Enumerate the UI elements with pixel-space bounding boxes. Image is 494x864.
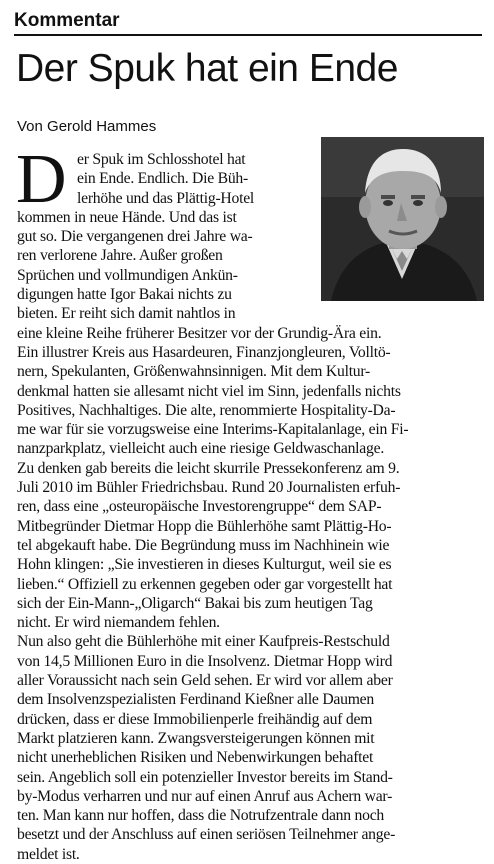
text-line: aller Voraussicht nach sein Geld sehen. Er wird vor allem aber (17, 672, 393, 690)
text-line: digungen hatte Igor Bakai nichts zu (17, 286, 232, 304)
text-line: gut so. Die vergangenen drei Jahre wa- (17, 228, 253, 246)
text-line: nicht. Er wird niemandem fehlen. (17, 614, 220, 632)
text-line: dem Insolvenzspezialisten Ferdinand Kießner alle Daumen (17, 691, 374, 709)
text-line: lerhöhe und das Plättig-Hotel (77, 189, 255, 207)
text-line: Mitbegründer Dietmar Hopp die Bühlerhöhe samt Plättig-Ho- (17, 517, 392, 535)
text-line: tel abgekauft habe. Die Begründung muss im Nachhinein wie (17, 536, 390, 554)
text-line: me war für sie vorzugsweise eine Interims-Kapitalanlage, ein Fi- (17, 421, 409, 439)
text-line: nicht unerheblichen Risiken und Nebenwirkungen behaftet (17, 749, 374, 767)
article-body (16, 141, 485, 864)
text-line: Sprüchen und vollmundigen Ankün- (17, 266, 238, 284)
text-line: bieten. Er reiht sich damit nahtlos in (17, 305, 236, 323)
text-line: meldet ist. (17, 845, 80, 863)
rubric-label: Kommentar (14, 10, 120, 31)
text-line: Positives, Nachhaltiges. Die alte, renommierte Hospitality-Da- (17, 401, 396, 419)
text-line: von 14,5 Millionen Euro in die Insolvenz. Dietmar Hopp wird (17, 652, 393, 670)
text-line: denkmal hatten sie allesamt nicht viel im Sinn, jedenfalls nichts (17, 382, 401, 400)
rubric-bar (14, 8, 482, 36)
text-line: drücken, dass er diese Immobilienperle freihändig auf dem (17, 710, 373, 728)
text-line: Ein illustrer Kreis aus Hasardeuren, Finanzjongleuren, Volltö- (17, 343, 391, 361)
text-line: ren, dass eine „osteuropäische Investorengruppe“ dem SAP- (17, 498, 382, 516)
text-line: Nun also geht die Bühlerhöhe mit einer Kaufpreis-Restschuld (17, 633, 390, 651)
text-line: nern, Spekulanten, Größenwahnsinnigen. Mit dem Kultur- (17, 363, 371, 381)
drop-cap: D (16, 141, 67, 218)
text-line: eine kleine Reihe früherer Besitzer vor der Grundig-Ära ein. (17, 324, 382, 342)
text-line: Juli 2010 im Bühler Friedrichsbau. Rund 20 Journalisten erfuh- (17, 479, 401, 497)
text-line: besetzt und der Anschluss auf einen seriösen Teilnehmer ange- (17, 826, 396, 844)
byline: Von Gerold Hammes (17, 118, 157, 135)
text-line: Zu denken gab bereits die leicht skurrile Pressekonferenz am 9. (17, 459, 400, 477)
text-line: er Spuk im Schlosshotel hat (77, 151, 246, 168)
text-line: ren verlorene Jahre. Außer großen (17, 247, 223, 265)
text-line: sich der Ein-Mann-„Oligarch“ Bakai bis zum heutigen Tag (17, 594, 373, 612)
text-line: ten. Man kann nur hoffen, dass die Notrufzentrale dann noch (17, 807, 385, 825)
text-line: lieben.“ Offiziell zu erkennen gegeben oder gar vorgestellt hat (17, 575, 393, 593)
text-line: nanzparkplatz, vielleicht auch eine riesige Geldwaschanlage. (17, 440, 384, 458)
text-line: Hohn klingen: „Sie investieren in dieses Kulturgut, weil sie es (17, 556, 392, 574)
text-line: sein. Angeblich soll ein potenzieller Investor bereits im Stand- (17, 768, 393, 786)
text-line: Markt platzieren kann. Zwangsversteigerungen können mit (17, 729, 375, 747)
text-line: kommen in neue Hände. Und das ist (17, 208, 237, 226)
text-line: by-Modus verharren und nur auf einen Anruf aus Achern war- (17, 787, 393, 805)
headline: Der Spuk hat ein Ende (16, 47, 398, 90)
text-line: ein Ende. Endlich. Die Büh- (77, 170, 248, 188)
